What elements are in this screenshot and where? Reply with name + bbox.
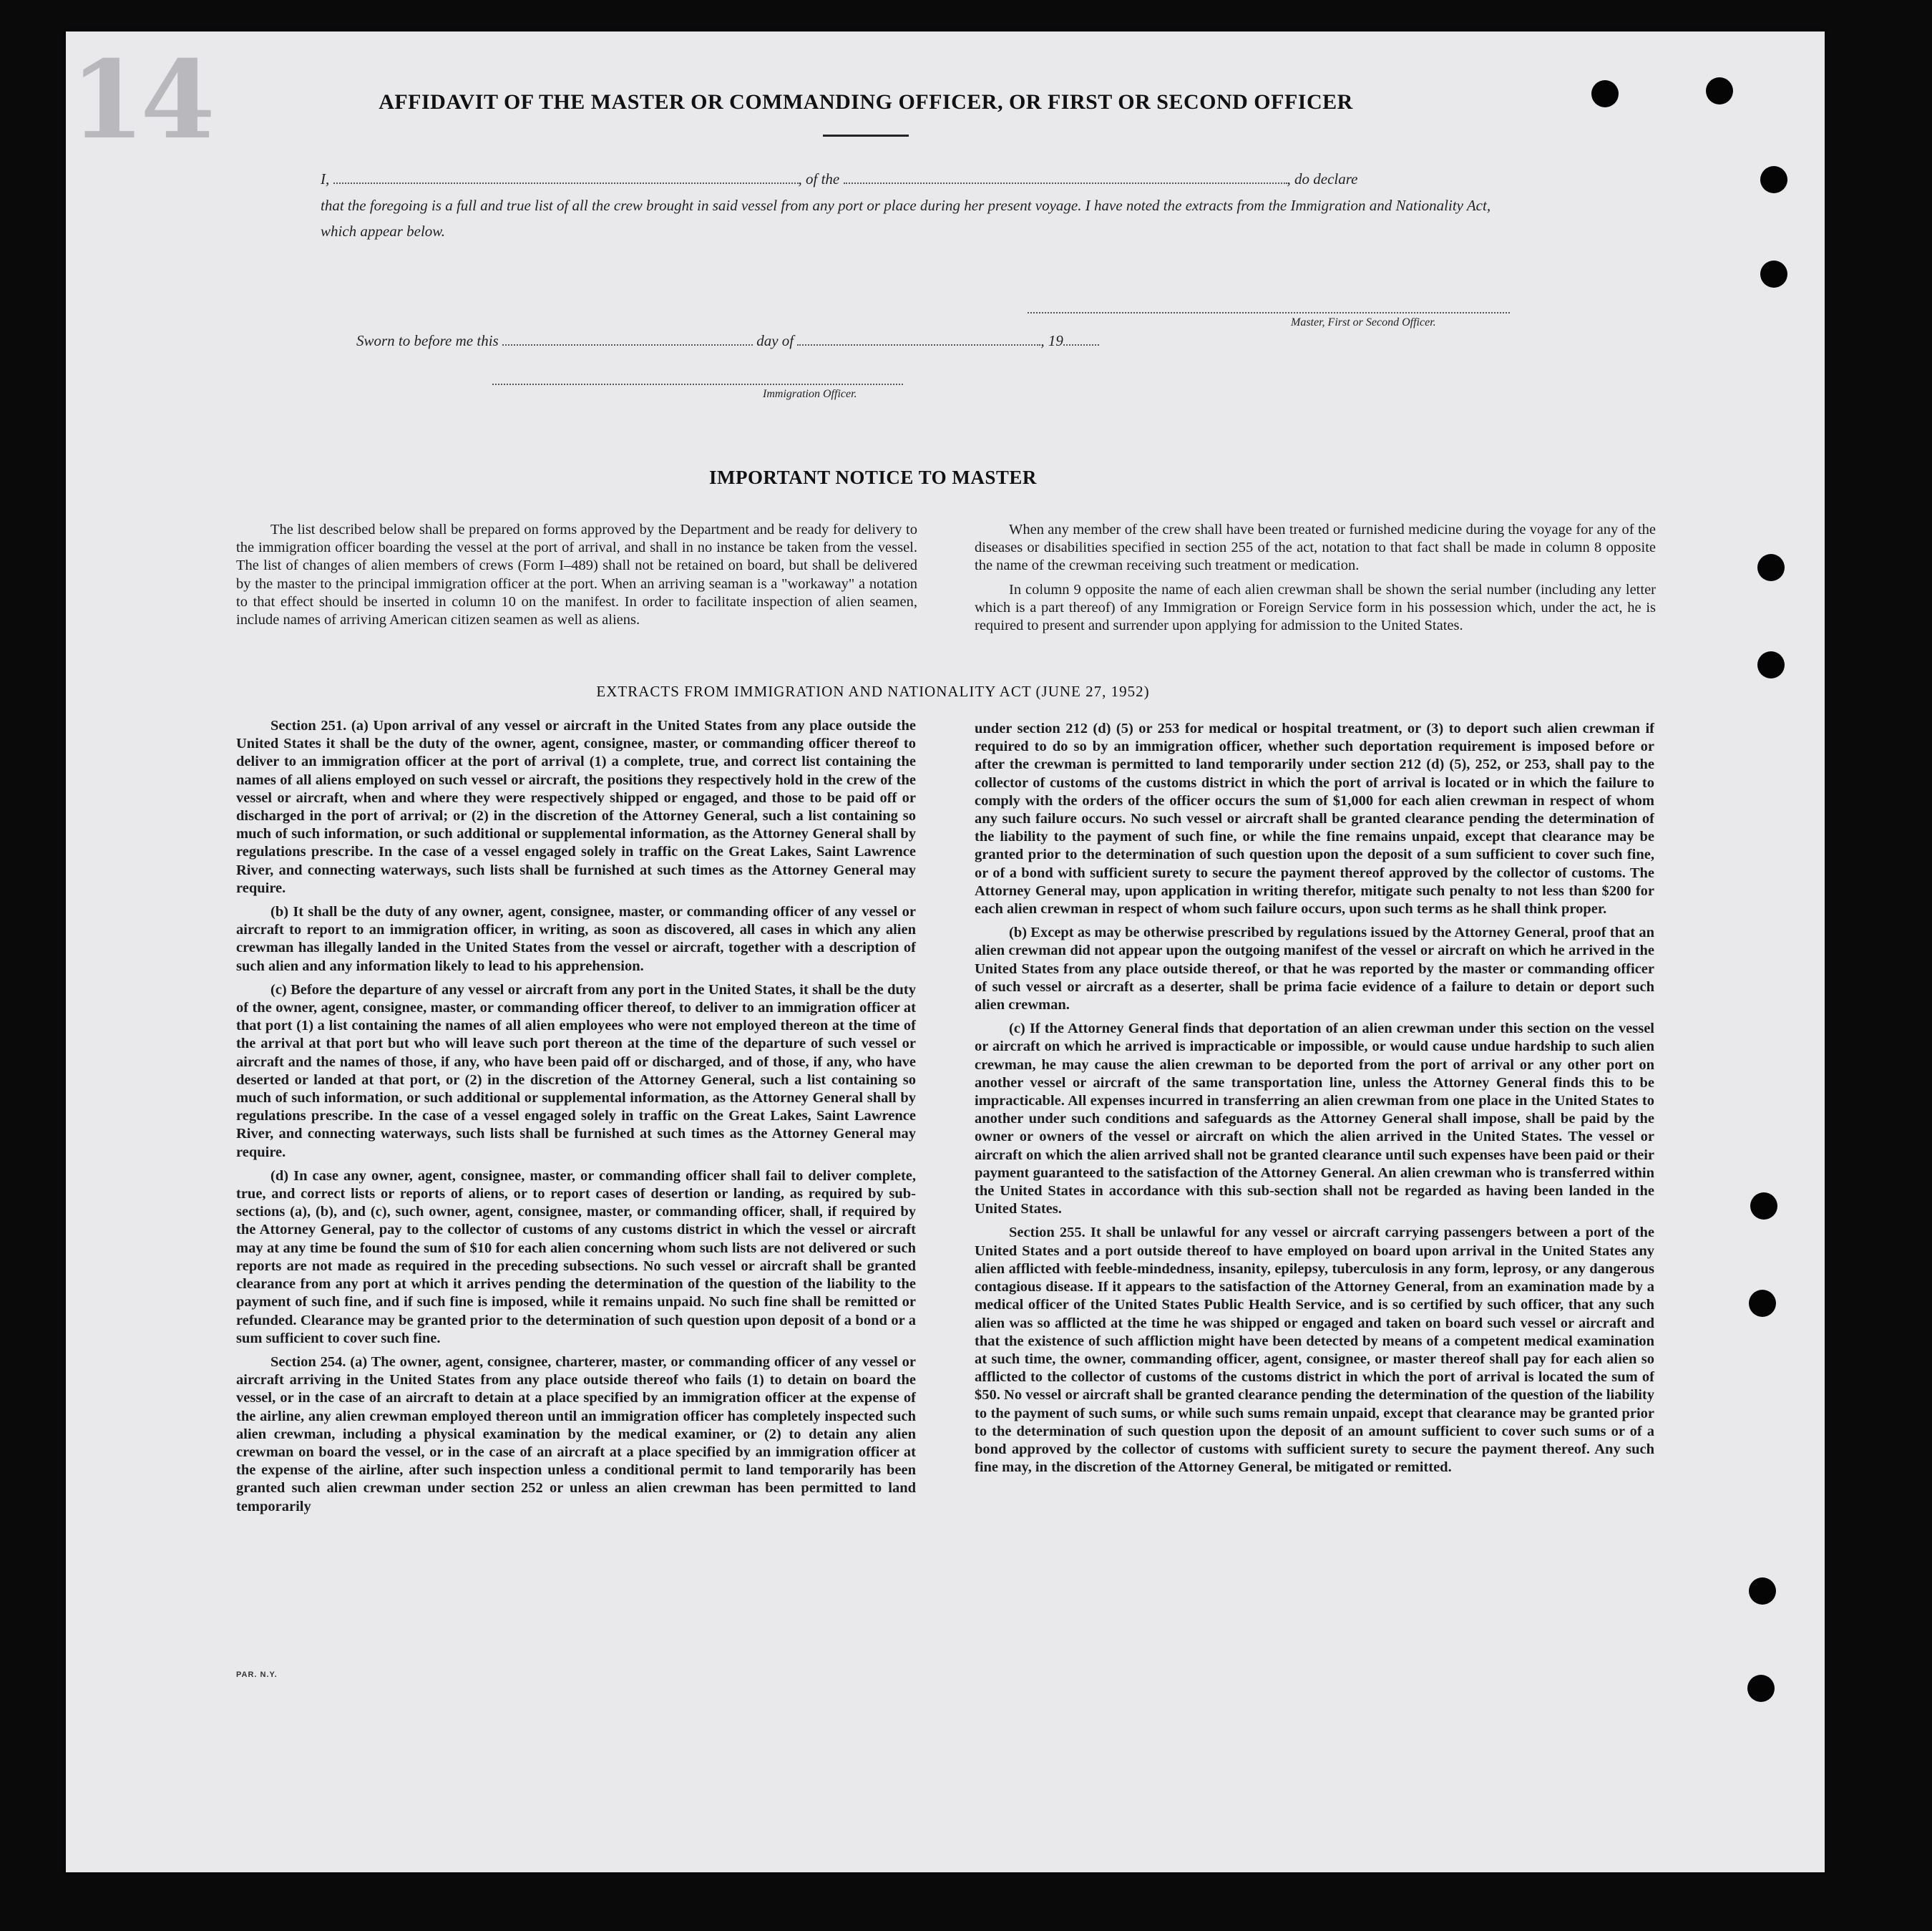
sworn-line [356, 332, 1099, 350]
section-254c: (c) If the Attorney General finds that deportation of an alien crewman under this section on the vessel or aircraft on which he arrived is impracticable or impossible, or would cause undue hardship to such alien crewman, he may cause the alien crewman to be deported from the port of arrival or any other port on another vessel or aircraft of the same transportation line, unless the Attorney General finds this to be impracticable. All expenses incurred in transferring an alien crewman from one place in the United States to another under such conditions and safeguards as the Attorney General shall impose, shall be paid by the owner or owners of the vessel or aircraft on which the alien arrived in the United States. The vessel or aircraft on which the alien arrived shall not be granted clearance until such expenses have been paid or their payment guaranteed to the satisfaction of the Attorney General. An alien crewman who is transferred within the United States in accordance with this sub-section shall not be regarded as having been landed in the United States. [975, 1021, 1654, 1217]
sworn-day-of: day of [756, 332, 794, 349]
notice-paragraph: The list described below shall be prepared on forms approved by the Department and be ready for delivery to the immigration officer boarding the vessel at the port of arrival, and shall in no instance be taken from the vessel. The list of changes of alien members of crews (Form I–489) shall not be retained on board, but shall be delivered by the master to the principal immigration officer at the port. When an arriving seaman is a "workaway" a notation to that effect should be inserted in column 10 on the manifest. In order to facilitate inspection of alien seamen, include names of arriving American citizen seamen as well as aliens. [236, 522, 917, 628]
section-251b: (b) It shall be the duty of any owner, agent, consignee, master, or commanding officer of any vessel or aircraft to report to an immigration officer, in writing, as soon as discovered, all cases in which any alien crewman has illegally landed in the United States from the vessel or aircraft, together with a description of such alien and any information likely to lead to his apprehension. [236, 904, 916, 974]
binder-hole-3 [1760, 166, 1787, 193]
sworn-text: Sworn to before me this [356, 332, 499, 349]
officer-signature-line[interactable] [492, 384, 903, 385]
declaration-body: that the foregoing is a full and true list of all the crew brought in said vessel from any port or place during her present voyage. I have noted the extracts from the Immigration and Nationality Act, which appear below. [321, 197, 1491, 240]
officer-signature-caption: Immigration Officer. [763, 388, 857, 400]
declaration-i: I, [321, 170, 330, 188]
binder-hole-8 [1749, 1290, 1776, 1317]
binder-hole-1 [1591, 80, 1619, 107]
sworn-year-field[interactable] [1063, 334, 1099, 346]
notice-left-column [236, 521, 917, 635]
extracts-left-column [236, 717, 916, 1522]
declaration-do-declare: , do declare [1287, 170, 1358, 188]
binder-hole-4 [1760, 261, 1787, 288]
extracts-right-column [975, 720, 1654, 1482]
binder-hole-9 [1749, 1577, 1776, 1605]
binder-hole-5 [1757, 554, 1785, 581]
section-254a-continued: under section 212 (d) (5) or 253 for medical or hospital treatment, or (3) to deport such alien crewman if required to do so by an immigration officer, whether such deportation requirement is imposed before or after the crewman is permitted to land temporarily under section 212 (d) (5), 252, or 253, shall pay to the collector of customs of the customs district in which the port of arrival is located or in which the failure to comply with the orders of the officer occurs the sum of $1,000 for each alien crewman in respect of whom any such failure occurs. No such vessel or aircraft shall be granted clearance pending the determination of the liability to the payment of such fine, or while the fine remains unpaid, except that clearance may be granted prior to the determination of such question upon the deposit of a sum sufficient to cover such fine, or of a bond with sufficient surety to secure the payment thereof approved by the collector of customs. The Attorney General may, upon application in writing therefor, mitigate such penalty to not less than $200 for each alien crewman in respect of whom such failure occurs, upon such terms as he shall think proper. [975, 721, 1654, 918]
affidavit-title: AFFIDAVIT OF THE MASTER OR COMMANDING OFFICER, OR FIRST OR SECOND OFFICER [379, 90, 1353, 114]
sworn-month-field[interactable] [797, 334, 1040, 346]
extracts-heading: EXTRACTS FROM IMMIGRATION AND NATIONALITY ACT (JUNE 27, 1952) [596, 683, 1150, 700]
notice-right-column [975, 521, 1656, 641]
section-251d: (d) In case any owner, agent, consignee, master, or commanding officer shall fail to deliver complete, true, and correct lists or reports of aliens, or to report cases of desertion or landing, as required by sub-sections (a), (b), and (c), such owner, agent, consignee, master, or commanding officer, shall, if required by the Attorney General, pay to the collector of customs of any customs district in which the vessel or aircraft may at any time be found the sum of $10 for each alien concerning whom such lists are not delivered or such reports are not made as required in the preceding subsections. No such vessel or aircraft shall be granted clearance from any port at which it arrives pending the determination of the question of the liability to the payment of such fine, and if such fine is imposed, while it remains unpaid. No such fine shall be remitted or refunded. Clearance may be granted prior to the determination of such question upon deposit of a bond or a sum sufficient to cover such fine. [236, 1167, 916, 1346]
master-signature-caption: Master, First or Second Officer. [1291, 316, 1436, 329]
notice-heading: IMPORTANT NOTICE TO MASTER [709, 467, 1037, 488]
printer-imprint: PAR. N.Y. [236, 1670, 278, 1679]
section-255: Section 255. It shall be unlawful for any vessel or aircraft carrying passengers between a port of the United States and a port outside thereof to have employed on board upon arrival in the United States any alien afflicted with feeble-mindedness, insanity, epilepsy, tuberculosis in any form, leprosy, or any dangerous contagious disease. If it appears to the satisfaction of the Attorney General, from an examination made by a medical officer of the United States Public Health Service, and is so certified by such officer, that any such alien was so afflicted at the time he was shipped or engaged and taken on board such vessel or aircraft and that the existence of such affliction might have been detected by means of a competent medical examination at such time, the owner, commanding officer, agent, consignee, or master thereof shall pay for each alien so afflicted to the collector of customs of the customs district in which the port of arrival is located the sum of $50. No vessel or aircraft shall be granted clearance pending the determination of the question of the liability to the payment of such sums, or while such sums remain unpaid, except that clearance may be granted prior to the determination of such question upon the deposit of an amount sufficient to cover such sums or of a bond approved by the collector of customs with sufficient surety to secure the payment thereof. Any such fine may, in the discretion of the Attorney General, be mitigated or remitted. [975, 1225, 1654, 1476]
binder-hole-7 [1750, 1192, 1777, 1220]
binder-hole-2 [1706, 77, 1733, 104]
section-254b: (b) Except as may be otherwise prescribed by regulations issued by the Attorney General, proof that an alien crewman did not appear upon the outgoing manifest of the vessel or aircraft on which he arrived in the United States from any place outside thereof, or that he was reported by the master or commanding officer of such vessel or aircraft as a deserter, shall be prima facie evidence of a failure to detain or deport such alien crewman. [975, 925, 1654, 1013]
sworn-year: , 19 [1040, 332, 1063, 349]
notice-paragraph: When any member of the crew shall have been treated or furnished medicine during the voyage for any of the diseases or disabilities specified in section 255 of the act, notation to that fact shall be made in column 8 opposite the name of the crewman receiving such treatment or medication. [975, 522, 1656, 574]
page-number-stamp: 14 [70, 37, 211, 163]
section-251c: (c) Before the departure of any vessel or aircraft from any port in the United States, it shall be the duty of the owner, agent, consignee, master, or commanding officer thereof, to deliver to an immigration officer at that port (1) a list containing the names of all alien employees who were not employed thereon at the time of the arrival at that port but who will leave such port thereon at the time of the departure of such vessel or aircraft and the names of those, if any, who have been paid off or discharged, and of those, if any, who have deserted or landed at that port, or (2) in the discretion of the Attorney General, such a list containing so much of such information, or such additional or supplemental information, as the Attorney General shall by regulations prescribe. In the case of a vessel engaged solely in traffic on the Great Lakes, Saint Lawrence River, and connecting waterways, such lists shall be furnished at such times as the Attorney General may require. [236, 981, 916, 1160]
notice-paragraph: In column 9 opposite the name of each alien crewman shall be shown the serial number (including any letter which is a part thereof) of any Immigration or Foreign Service form in his possession which, under the act, he is required to present and surrender upon applying for admission to the United States. [975, 581, 1656, 634]
section-251a: Section 251. (a) Upon arrival of any vessel or aircraft in the United States from any place outside the United States it shall be the duty of the owner, agent, consignee, master, or commanding officer thereof to deliver to an immigration officer at the port of arrival (1) a complete, true, and correct list containing the names of all aliens employed on such vessel or aircraft, the positions they respectively hold in the crew of the vessel or aircraft, when and where they were respectively shipped or engaged, and those to be paid off or discharged in the port of arrival; or (2) in the discretion of the Attorney General, such a list containing so much of such information, or such additional or supplemental information, as the Attorney General shall by regulations prescribe. In the case of a vessel engaged solely in traffic on the Great Lakes, Saint Lawrence River, and connecting waterways, such lists shall be furnished at such times as the Attorney General may require. [236, 718, 916, 896]
binder-hole-6 [1757, 651, 1785, 678]
title-rule [823, 135, 909, 137]
master-signature-line[interactable] [1028, 312, 1510, 313]
binder-hole-10 [1747, 1675, 1775, 1702]
declaration [321, 166, 1530, 244]
vessel-field[interactable] [844, 172, 1287, 184]
section-254a: Section 254. (a) The owner, agent, consignee, charterer, master, or commanding officer of any vessel or aircraft arriving in the United States from any place outside thereof who fails (1) to detain on board the vessel, or in the case of an aircraft to detain at a place specified by an immigration officer at the expense of the airline, any alien crewman employed thereon until an immigration officer has completely inspected such alien crewman, including a physical examination by the medical examiner, or (2) to detain any alien crewman on board the vessel, or in the case of an aircraft at a place specified by an immigration officer at the expense of the airline, after such inspection unless a conditional permit to land temporarily has been granted such alien crewman under section 252 or unless an alien crewman has been permitted to land temporarily [236, 1353, 916, 1514]
declaration-of-the: , of the [798, 170, 840, 188]
name-field[interactable] [333, 172, 799, 184]
sworn-day-field[interactable] [502, 334, 753, 346]
